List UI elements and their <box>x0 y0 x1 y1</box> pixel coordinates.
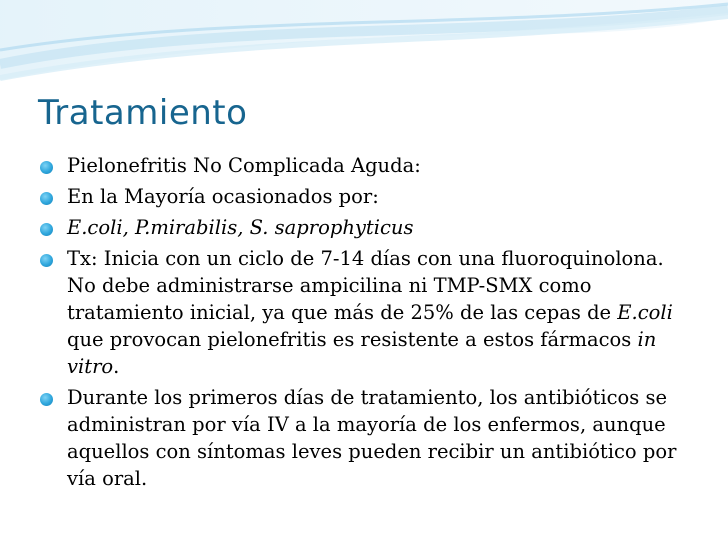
bullet-text-italic: E.coli, P.mirabilis, S. saprophyticus <box>67 216 414 239</box>
bullet-text: Tx: Inicia con un ciclo de 7-14 días con una fluoroquinolona. No debe administrarse ampicilina ni TMP-SMX como tratamiento inicial, ya que más de 25% de las cepas de <box>67 247 664 324</box>
bullet-text-italic: E.coli <box>617 301 673 324</box>
bullet-item <box>40 384 690 492</box>
bullet-text: . <box>113 355 120 378</box>
bullet-list <box>40 152 690 496</box>
bullet-text: Durante los primeros días de tratamiento, los antibióticos se administran por vía IV a la mayoría de los enfermos, aunque aquellos con síntomas leves pueden recibir un antibiótico por vía oral. <box>67 386 677 490</box>
bullet-text: que provocan pielonefritis es resistente a estos fármacos <box>67 328 638 351</box>
bullet-dot-icon <box>40 161 53 174</box>
bullet-item <box>40 183 690 210</box>
bullet-item <box>40 152 690 179</box>
decorative-wave-header <box>0 0 728 90</box>
bullet-dot-icon <box>40 223 53 236</box>
bullet-item <box>40 245 690 380</box>
bullet-dot-icon <box>40 192 53 205</box>
bullet-text-italic: in vitro <box>67 328 657 378</box>
bullet-text: En la Mayoría ocasionados por: <box>67 185 379 208</box>
bullet-item <box>40 214 690 241</box>
bullet-dot-icon <box>40 254 53 267</box>
slide-title: Tratamiento <box>38 93 248 133</box>
bullet-text: Pielonefritis No Complicada Aguda: <box>67 154 421 177</box>
bullet-dot-icon <box>40 393 53 406</box>
